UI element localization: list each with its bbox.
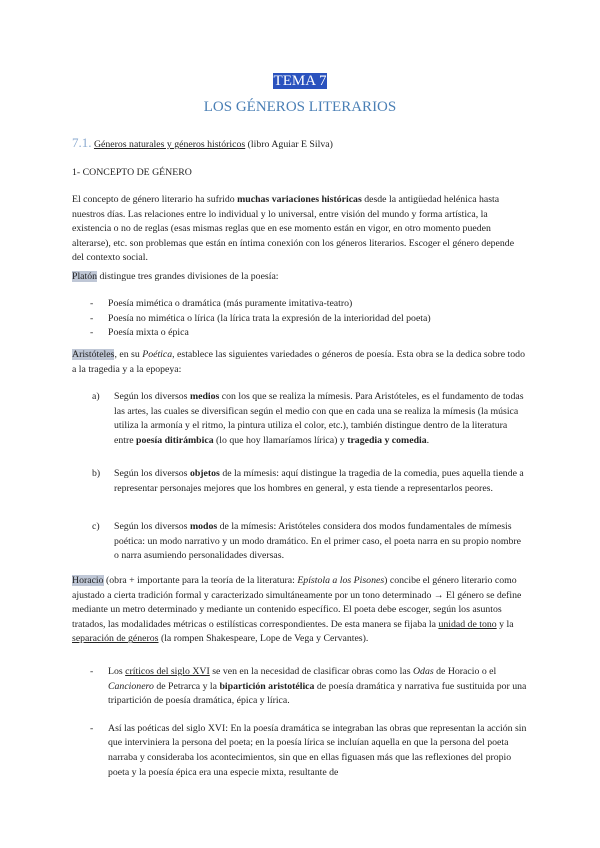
section-source: (libro Aguiar E Silva): [247, 139, 333, 150]
horacio-paragraph: Horacio (obra + importante para la teoría de la literatura: Epístola a los Pisones) concibe el género literario como ajustado a cierta tradición formal y caracterizado simultáneamente por un tono determinado → El género se define mediante un metro determinado y mediante un contenido específico. El poeta debe escoger, según los asuntos tratados, las modalidades métricas o estilísticas correspondientes. De esta manera se fijaba la unidad de tono y la separación de géneros (la rompen Shakespeare, Lope de Vega y Cervantes).: [72, 575, 522, 645]
platon-name: Platón: [72, 271, 98, 282]
aristoteles-paragraph: Aristóteles, en su Poética, establece las siguientes variedades o géneros de poesía. Esta obra se la dedica sobre todo a la tragedia y a la epopeya:: [72, 349, 525, 375]
subsection-heading: 1- CONCEPTO DE GÉNERO: [72, 167, 192, 178]
list-item: - Los críticos del siglo XVI se ven en la necesidad de clasificar obras como las Odas de Horacio o el Cancionero de Petrarca y la bipartición aristotélica de poesía dramática y narrativa fue sustituida por una tripartición de poesía dramática, épica y lírica.: [90, 666, 527, 707]
intro-paragraph: El concepto de género literario ha sufrido muchas variaciones históricas desde la antigüedad helénica hasta nuestros días. Las relaciones entre lo individual y lo universal, entre visión del mundo y forma artística, la existencia o no de reglas (esas mismas reglas que en ese momento están en vigor, en otro momento pueden alterarse), etc. son problemas que están en íntima conexión con los géneros literarios. Escoger el género depende del contexto social.: [72, 194, 515, 264]
section-number: 7.1.: [72, 135, 92, 150]
aristoteles-name: Aristóteles: [72, 349, 115, 360]
list-item: - Poesía mimética o dramática (más puramente imitativa-teatro): [90, 298, 353, 309]
section-heading: [72, 136, 527, 153]
list-item: - Poesía mixta o épica: [90, 327, 189, 339]
list-item-b: b) Según los diversos objetos de la mímesis: aquí distingue la tragedia de la comedia, pues aquella tiende a representar personajes mejores que los hombres en general, y esta tiende a representarlos peores.: [92, 468, 524, 494]
list-item-a: a) Según los diversos medios con los que se realiza la mímesis. Para Aristóteles, es el fundamento de todas las artes, las cuales se diversifican según el medio con que en cada una se realiza la mímesis (la música utiliza la armonía y el ritmo, la pintura utiliza el color, etc.), también distingue dentro de la literatura entre poesía ditirámbica (lo que hoy llamaríamos lírica) y tragedia y comedia.: [92, 391, 524, 446]
platon-list: [90, 297, 527, 341]
list-item-c: c) Según los diversos modos de la mímesis: Aristóteles considera dos modos fundamentales de mímesis poética: un modo narrativo y un modo dramático. En el primer caso, el poeta narra en su propio nombre o narra asumiendo personalidades diversas.: [92, 521, 521, 562]
section-title: Géneros naturales y géneros históricos: [93, 139, 246, 150]
horacio-name: Horacio: [72, 575, 104, 586]
tema-label: TEMA 7: [273, 73, 327, 89]
list-item: - Poesía no mimética o lírica (la lírica trata la expresión de la interioridad del poeta): [90, 312, 431, 324]
tema-heading: [0, 72, 600, 90]
platon-paragraph: Platón distingue tres grandes divisiones de la poesía:: [72, 271, 279, 282]
list-item: - Así las poéticas del siglo XVI: En la poesía dramática se integraban las obras que representan la acción sin que interviniera la persona del poeta; en la poesía lírica se incluían aquella en que la persona del poeta narraba y consideraba los acontecimientos, sin que en ellas figuasen más que las reflexiones del propio poeta y la poesía épica era una especie mixta, resultante de: [90, 722, 527, 778]
criticos-list: [90, 665, 527, 780]
chapter-title: LOS GÉNEROS LITERARIOS: [203, 99, 397, 115]
